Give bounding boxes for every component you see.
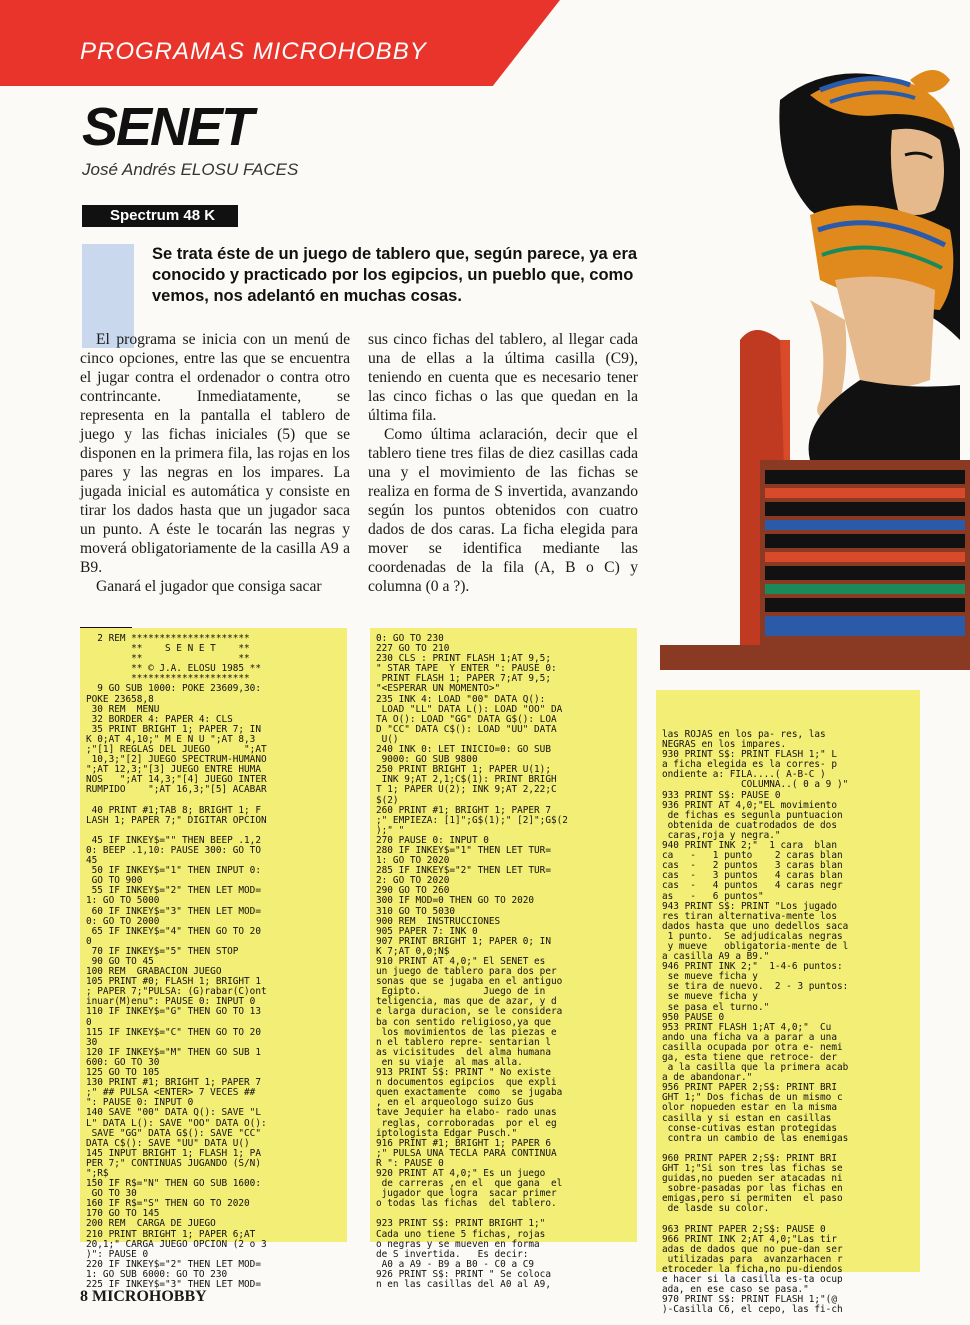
code-line: T 1; PAPER U(2); INK 9;AT 2,22;C <box>376 784 557 796</box>
code-line: 170 GO TO 145 <box>86 1208 160 1220</box>
code-line: 40 PRINT #1;TAB 8; BRIGHT 1; F <box>86 804 261 816</box>
code-line: 55 IF INKEY$="2" THEN LET MOD= <box>86 885 261 897</box>
code-line: ** ** <box>86 653 250 665</box>
code-line: U() <box>376 733 399 745</box>
code-line: )-Casilla C6, el cepo, las fi-ch <box>662 1304 843 1316</box>
code-line: e hacer si la casilla es-ta ocup <box>662 1274 843 1286</box>
page-footer: 8 MICROHOBBY <box>80 1288 207 1305</box>
code-line: 270 PAUSE 0: INPUT 0 <box>376 834 489 846</box>
code-line: LOAD "LL" DATA L(): LOAD "OO" DA <box>376 703 563 715</box>
code-line: ": PAUSE 0: INPUT 0 <box>86 1097 194 1109</box>
code-line: TA O(): LOAD "GG" DATA G$(): LOA <box>376 713 557 725</box>
code-line: LASH 1; PAPER 7;" DIGITAR OPCION <box>86 814 267 826</box>
code-line: 960 PRINT PAPER 2;S$: PRINT BRI <box>662 1152 837 1164</box>
code-line: 926 PRINT S$: PRINT " Se coloca <box>376 1268 551 1280</box>
code-line: 963 PRINT PAPER 2;S$: PAUSE 0 <box>662 1223 826 1235</box>
code-line: 280 IF INKEY$="1" THEN LET TUR= <box>376 844 551 856</box>
code-line: se tira de nuevo. 2 - 3 puntos: <box>662 981 849 993</box>
code-line: GHT 1;"Si son tres las fichas se <box>662 1163 843 1175</box>
code-line: 943 PRINT S$: PRINT "Los jugado <box>662 900 837 912</box>
code-line: e larga duracion, se le considera <box>376 1006 563 1018</box>
code-line: K 7;AT 0,0;N$ <box>376 945 450 957</box>
code-line: iptologista Edgar Pusch." <box>376 1127 518 1139</box>
body-column-2 <box>368 330 638 596</box>
code-line: 0 <box>86 1016 92 1028</box>
code-line: conse-cutivas estan protegidas <box>662 1122 837 1134</box>
code-line: un juego de tablero para dos per <box>376 966 557 978</box>
code-line: contra un cambio de las enemigas <box>662 1132 849 1144</box>
code-line: 900 REM INSTRUCCIONES <box>376 915 501 927</box>
code-line: casilla ocupada por otra e- nemi <box>662 1041 843 1053</box>
code-line: 35 PRINT BRIGHT 1; PAPER 7; IN <box>86 723 261 735</box>
code-line: ; PAPER 7;"PULSA: (G)rabar(C)ont <box>86 986 267 998</box>
code-line: res tiran alternativa-mente los <box>662 910 837 922</box>
code-line: ando una ficha va a parar a una <box>662 1031 837 1043</box>
code-line: a la casilla que la primera acab <box>662 1062 849 1074</box>
code-line: casilla y si estan en casillas <box>662 1112 832 1124</box>
code-line: sobre-pasadas por las fichas en <box>662 1183 843 1195</box>
code-line: 220 IF INKEY$="2" THEN LET MOD= <box>86 1258 261 1270</box>
code-line: as vicisitudes del alma humana <box>376 1046 551 1058</box>
code-line: cas - 4 puntos 4 caras negr <box>662 880 843 892</box>
code-line: GO TO 30 <box>86 1188 137 1200</box>
code-line: olor nopueden estar en la misma <box>662 1102 837 1114</box>
article-author: José Andrés ELOSU FACES <box>82 160 299 179</box>
code-line: de fichas es segunla puntuacion <box>662 809 843 821</box>
body-paragraph: Como última aclaración, decir que el tablero tiene tres filas de diez casillas cada una y el movimiento de las fichas se realiza en forma de S invertida, avanzando según los puntos obtenidos con cuatro dados de dos caras. La ficha elegida para mover se identifica mediante las coordenadas de la fila (A, B o C) y columna (0 a ?). <box>368 426 638 595</box>
code-line: ;" EMPIEZA: [1]";G$(1);" [2]";G$(2 <box>376 814 568 826</box>
code-line: ** © J.A. ELOSU 1985 ** <box>86 663 261 675</box>
code-line: 966 PRINT INK 2;AT 4,0;"Las tir <box>662 1233 837 1245</box>
code-line: 150 IF R$="N" THEN GO SUB 1600: <box>86 1178 261 1190</box>
code-line: n documentos egipcios que expli <box>376 1077 557 1089</box>
code-line: utilizadas para avanzarhacen r <box>662 1253 843 1265</box>
code-line: 950 PAUSE 0 <box>662 1011 725 1023</box>
code-line: 70 IF INKEY$="5" THEN STOP <box>86 945 239 957</box>
code-line: PRINT FLASH 1; PAPER 7;AT 9,5; <box>376 673 551 685</box>
egyptian-woman-illustration <box>660 40 970 670</box>
code-line: 300 IF MOD=0 THEN GO TO 2020 <box>376 895 535 907</box>
code-line: 60 IF INKEY$="3" THEN LET MOD= <box>86 905 261 917</box>
code-line: 946 PRINT INK 2;" 1-4-6 puntos: <box>662 961 843 973</box>
code-line: ga, esta tiene que retroce- der <box>662 1052 837 1063</box>
code-line: caras,roja y negra." <box>662 829 781 841</box>
code-line: 9 GO SUB 1000: POKE 23609,30: <box>86 683 261 695</box>
code-line: ********************* <box>86 673 250 685</box>
code-line: en su viaje al mas alla. <box>376 1056 523 1068</box>
code-listing-2 <box>370 628 637 1290</box>
code-line: ;" ## PULSA <ENTER> 7 VECES ## <box>86 1087 256 1099</box>
code-line: 10,3;"[2] JUEGO SPECTRUM-HUMANO <box>86 754 267 766</box>
code-line: 936 PRINT AT 4,0;"EL movimiento <box>662 799 837 811</box>
body-column-1 <box>80 330 350 596</box>
code-line: 907 PRINT BRIGHT 1; PAPER 0; IN <box>376 935 551 947</box>
code-line: 2 REM ********************* <box>86 633 250 644</box>
code-line: "<ESPERAR UN MOMENTO>" <box>376 683 501 695</box>
code-line: A0 a A9 - B9 a B0 - C0 a C9 <box>376 1258 535 1270</box>
code-line: o todas las fichas del tablero. <box>376 1198 557 1210</box>
code-line: 0: GO TO 230 <box>376 633 444 644</box>
code-line: 930 PRINT S$: PRINT FLASH 1;" L <box>662 749 837 761</box>
code-line: de carreras ,en el que gana el <box>376 1178 563 1190</box>
code-line: 110 IF INKEY$="G" THEN GO TO 13 <box>86 1006 261 1018</box>
code-line: 20,1;" CARGA JUEGO OPCION (2 o 3 <box>86 1238 267 1250</box>
code-line: 260 PRINT #1; BRIGHT 1; PAPER 7 <box>376 804 551 816</box>
code-line: ca - 1 punto 2 caras blan <box>662 850 843 862</box>
code-listing-1 <box>80 628 347 1290</box>
code-line: guidas,no pueden ser atacadas ni <box>662 1173 843 1185</box>
code-line: SAVE "GG" DATA G$(): SAVE "CC" <box>86 1127 261 1139</box>
code-line: 160 IF R$="S" THEN GO TO 2020 <box>86 1198 250 1210</box>
code-line: ** S E N E T ** <box>86 643 250 655</box>
code-line: teligencia, mas que de azar, y d <box>376 996 557 1008</box>
body-paragraph: sus cinco fichas del tablero, al llegar cada una de ellas a la última casilla (C9), teniendo en cuenta que es necesario tener las cinco fichas o las que quedan en la última fila. <box>368 331 638 424</box>
code-line: 933 PRINT S$: PAUSE 0 <box>662 789 781 801</box>
code-line: las ROJAS en los pa- res, las <box>662 729 826 740</box>
code-line: 30 <box>86 1036 98 1048</box>
code-line: NOS ";AT 14,3;"[4] JUEGO INTER <box>86 774 267 786</box>
code-line: ondiente a: FILA....( A-B-C ) <box>662 769 826 781</box>
code-line: tave Jequier ha elabo- rado unas <box>376 1107 557 1119</box>
code-line: ;"[1] REGLAS DEL JUEGO ";AT <box>86 744 267 756</box>
code-line: 200 REM CARGA DE JUEGO <box>86 1218 216 1230</box>
code-line: adas de dados que no pue-dan ser <box>662 1243 843 1255</box>
lead-paragraph: Se trata éste de un juego de tablero que, según parece, ya era conocido y practicado por los egipcios, un pueblo que, como vemos, nos adelantó en muchas cosas. <box>152 245 638 305</box>
code-line: );" " <box>376 824 405 836</box>
code-line: emigas,pero si permiten el paso <box>662 1193 843 1205</box>
code-line: 0 <box>86 935 92 947</box>
code-line: )": PAUSE 0 <box>86 1248 149 1260</box>
code-line: GHT 1;" Dos fichas de un mismo c <box>662 1092 843 1104</box>
code-line: dados hasta que uno dedellos saca <box>662 920 849 932</box>
code-line: K 0;AT 4,10;" M E N U ";AT 8,3 <box>86 733 256 745</box>
code-line: n el tablero repre- sentarian l <box>376 1036 551 1048</box>
code-line: 956 PRINT PAPER 2;S$: PRINT BRI <box>662 1082 837 1094</box>
code-line: los movimientos de las piezas e <box>376 1026 557 1038</box>
code-line: R ": PAUSE 0 <box>376 1157 444 1169</box>
code-line: ada, en ese caso se pasa." <box>662 1284 809 1296</box>
code-line: 235 INK 4: LOAD "00" DATA Q(): <box>376 693 546 705</box>
code-line: 940 PRINT INK 2;" 1 cara blan <box>662 840 837 852</box>
code-line: de lasde su color. <box>662 1203 770 1215</box>
code-line: GO TO 900 <box>86 875 143 887</box>
code-line: 953 PRINT FLASH 1;AT 4,0;" Cu <box>662 1021 832 1033</box>
code-line: y mueve obligatoria-mente de l <box>662 940 849 952</box>
code-line: 1: GO SUB 6000: GO TO 230 <box>86 1268 228 1280</box>
code-line: as - 6 puntos" <box>662 890 764 902</box>
code-line: Egipto. Juego de in <box>376 986 546 998</box>
code-line: se mueve ficha y <box>662 991 758 1003</box>
code-line: cas - 2 puntos 3 caras blan <box>662 860 843 872</box>
code-line: 125 GO TO 105 <box>86 1067 160 1079</box>
code-line: ";R$ <box>86 1167 109 1179</box>
code-line: o negras y se mueven en forma <box>376 1238 540 1250</box>
machine-label: Spectrum 48 K <box>110 207 216 224</box>
code-line: ba con sentido religioso,ya que <box>376 1016 551 1028</box>
code-line: 923 PRINT S$: PRINT BRIGHT 1;" <box>376 1218 546 1230</box>
code-line: reglas, corroboradas por el eg <box>376 1117 557 1129</box>
body-paragraph: Ganará el jugador que consiga sacar <box>96 578 322 595</box>
code-line: 1: GO TO 5000 <box>86 895 160 907</box>
code-line: 50 IF INKEY$="1" THEN INPUT 0: <box>86 865 261 877</box>
code-line: jugador que logra sacar primer <box>376 1188 557 1200</box>
code-line: 100 REM GRABACION JUEGO <box>86 966 222 978</box>
code-line: n en las casillas del A0 al A9, <box>376 1279 551 1290</box>
code-line: 210 PRINT BRIGHT 1; PAPER 6;AT <box>86 1228 256 1240</box>
code-line: RUMPIDO ";AT 16,3;"[5] ACABAR <box>86 784 267 796</box>
code-line: 115 IF INKEY$="C" THEN GO TO 20 <box>86 1026 261 1038</box>
code-line: INK 9;AT 2,1;C$(1): PRINT BRIGH <box>376 774 557 786</box>
code-line: 240 INK 0: LET INICIO=0: GO SUB <box>376 744 551 756</box>
code-line: NEGRAS en los impares. <box>662 739 787 751</box>
code-line: 130 PRINT #1; BRIGHT 1; PAPER 7 <box>86 1077 261 1089</box>
code-line: 0: BEEP .1,10: PAUSE 300: GO TO <box>86 844 261 856</box>
code-line: D "CC" DATA C$(): LOAD "UU" DATA <box>376 723 557 735</box>
code-line: 250 PRINT BRIGHT 1; PAPER U(1); <box>376 764 551 776</box>
code-line: ;" PULSA UNA TECLA PARA CONTINUA <box>376 1147 557 1159</box>
code-line: quen exactamente como se jugaba <box>376 1087 563 1099</box>
code-line: a de abandonar." <box>662 1072 753 1084</box>
code-line: 65 IF INKEY$="4" THEN GO TO 20 <box>86 925 261 937</box>
code-line: de S invertida. Es decir: <box>376 1248 529 1260</box>
code-line: inuar(M)enu": PAUSE 0: INPUT 0 <box>86 996 256 1008</box>
code-line: a casilla A9 a B9." <box>662 951 770 963</box>
code-line: 120 IF INKEY$="M" THEN GO SUB 1 <box>86 1046 261 1058</box>
code-line: se pasa el turno." <box>662 1001 770 1013</box>
code-line: 105 PRINT #0; FLASH 1; BRIGHT 1 <box>86 976 261 988</box>
code-line: 225 IF INKEY$="3" THEN LET MOD= <box>86 1279 261 1290</box>
code-line: 970 PRINT S$: PRINT FLASH 1;"(@ <box>662 1294 837 1306</box>
code-line: 140 SAVE "00" DATA Q(): SAVE "L <box>86 1107 261 1119</box>
code-line: 230 CLS : PRINT FLASH 1;AT 9,5; <box>376 653 551 665</box>
body-paragraph: El programa se inicia con un menú de cinco opciones, entre las que se encuentra el jugar contra el ordenador o contra otro contrincante. Inmediatamente, se representa en la pantalla el tablero de juego y las fichas iniciales (5) que se disponen en la primera fila, las rojas en los pares y las negras en los impares. La jugada inicial es automática y consiste en tirar los dados hasta que un jugador saca un punto. A éste le tocarán las negras y moverá obligatoriamente de la casilla A9 a B9. <box>80 331 350 576</box>
machine-badge <box>82 205 238 227</box>
code-line: 310 GO TO 5030 <box>376 905 456 917</box>
code-line: $(2) <box>376 794 399 806</box>
code-line: 45 <box>86 855 98 867</box>
code-line: ";AT 12,3;"[3] JUEGO ENTRE HUMA <box>86 764 261 776</box>
code-line: 600: GO TO 30 <box>86 1056 160 1068</box>
code-line: etroceder la ficha,no pu-diendos <box>662 1263 843 1275</box>
code-line: 285 IF INKEY$="2" THEN LET TUR= <box>376 865 551 877</box>
section-title: PROGRAMAS MICROHOBBY <box>80 38 427 65</box>
code-line: 2: GO TO 2020 <box>376 875 450 887</box>
code-line: 30 REM MENU <box>86 703 160 715</box>
code-line: , en el arqueologo suizo Gus <box>376 1097 535 1109</box>
code-line: PER 7;" CONTINUAS JUGANDO (S/N) <box>86 1157 261 1169</box>
code-listing-3 <box>656 690 920 1316</box>
code-line: 916 PRINT #1; BRIGHT 1; PAPER 6 <box>376 1137 551 1149</box>
code-line: 290 GO TO 260 <box>376 885 450 897</box>
code-line: 920 PRINT AT 4,0;" Es un juego <box>376 1167 546 1179</box>
code-line: 910 PRINT AT 4,0;" El SENET es <box>376 956 546 967</box>
code-line: obtenida de cuatrodados de dos <box>662 819 837 831</box>
code-line: 32 BORDER 4: PAPER 4: CLS <box>86 713 233 725</box>
code-line: se mueve ficha y <box>662 971 758 983</box>
code-line: 45 IF INKEY$="" THEN BEEP .1,2 <box>86 834 261 846</box>
code-line: L" DATA L(): SAVE "OO" DATA O(): <box>86 1117 267 1129</box>
code-line: COLUMNA..( 0 a 9 )" <box>662 779 849 791</box>
code-line: 9000: GO SUB 9800 <box>376 754 478 766</box>
code-line: " STAR TAPE Y ENTER ": PAUSE 0: <box>376 663 557 675</box>
code-line: 145 INPUT BRIGHT 1; FLASH 1; PA <box>86 1147 261 1159</box>
code-line: cas - 3 puntos 4 caras blan <box>662 870 843 882</box>
code-line: 1: GO TO 2020 <box>376 855 450 867</box>
code-line: 905 PAPER 7: INK 0 <box>376 925 478 937</box>
article-title: SENET <box>82 97 253 157</box>
code-line: 90 GO TO 45 <box>86 956 154 967</box>
code-line: POKE 23658,8 <box>86 693 154 705</box>
code-line: a ficha elegida es la corres- p <box>662 759 837 771</box>
code-line: DATA C$(): SAVE "UU" DATA U() <box>86 1137 250 1149</box>
code-line: 227 GO TO 210 <box>376 643 450 655</box>
code-line: Cada uno tiene 5 fichas, rojas <box>376 1228 546 1240</box>
code-line: 913 PRINT S$: PRINT " No existe <box>376 1067 551 1079</box>
code-line: 1 punto. Se adjudicalas negras <box>662 930 843 942</box>
code-line: sonas que se jugaba en el antiguo <box>376 976 563 988</box>
code-line: 0: GO TO 2000 <box>86 915 160 927</box>
